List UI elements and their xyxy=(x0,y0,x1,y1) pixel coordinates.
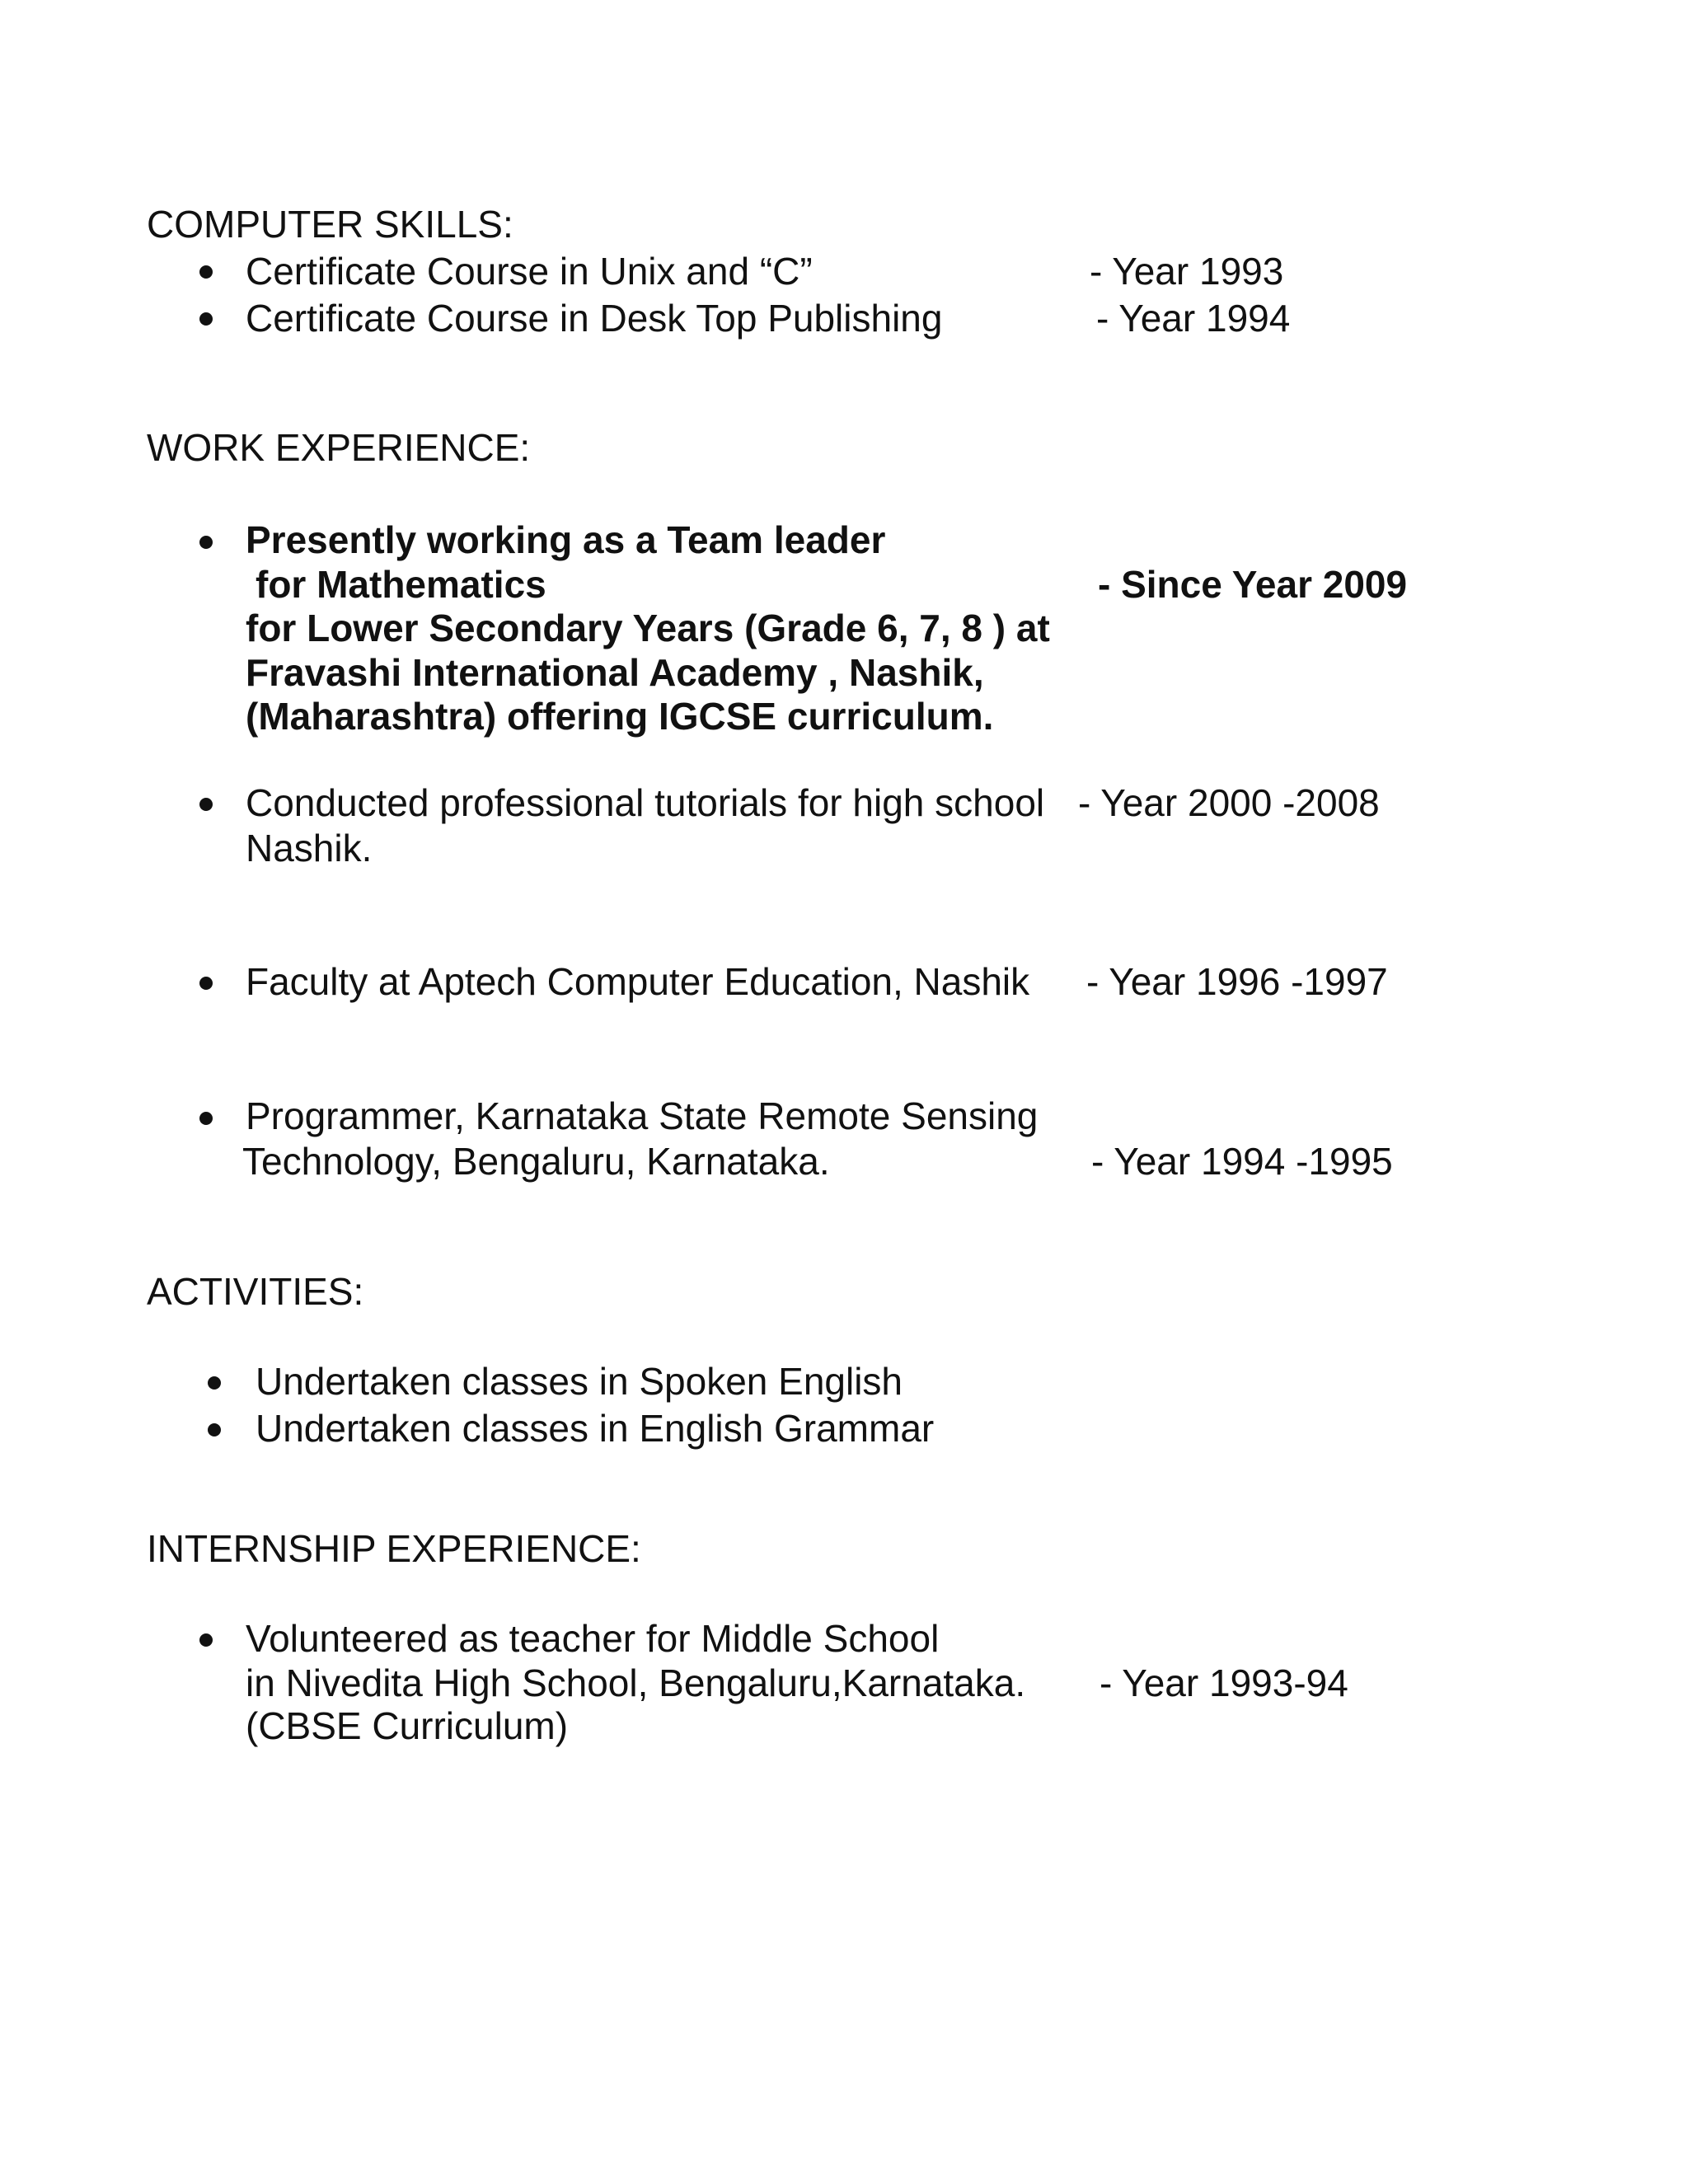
bullet-icon xyxy=(199,312,213,326)
work-item-1-line-3: for Lower Secondary Years (Grade 6, 7, 8 ) at xyxy=(246,607,1050,649)
work-item-3-year: - Year 1996 -1997 xyxy=(1086,960,1388,1003)
bullet-icon xyxy=(199,798,213,811)
internship-item-year: - Year 1993-94 xyxy=(1100,1661,1348,1704)
work-item-1-year: - Since Year 2009 xyxy=(1098,563,1408,606)
bullet-icon xyxy=(199,536,213,549)
computer-skill-item-2: Certificate Course in Desk Top Publishing xyxy=(246,297,943,340)
internship-item-line-1: Volunteered as teacher for Middle School xyxy=(246,1617,940,1660)
internship-item-line-2: in Nivedita High School, Bengaluru,Karnataka. xyxy=(246,1661,1026,1704)
work-item-4-line-2: Technology, Bengaluru, Karnataka. xyxy=(242,1140,830,1183)
work-item-4-line-1: Programmer, Karnataka State Remote Sensing xyxy=(246,1094,1039,1137)
work-item-1-line-1: Presently working as a Team leader xyxy=(246,518,886,561)
bullet-icon xyxy=(199,977,213,990)
computer-skill-item-1: Certificate Course in Unix and “C” xyxy=(246,250,813,293)
work-item-3-line-1: Faculty at Aptech Computer Education, Nashik xyxy=(246,960,1030,1003)
work-item-2-year: - Year 2000 -2008 xyxy=(1078,781,1380,824)
work-item-1-line-2: for Mathematics xyxy=(256,563,546,606)
internship-item-line-3: (CBSE Curriculum) xyxy=(246,1704,569,1747)
work-experience-heading: WORK EXPERIENCE: xyxy=(147,426,531,469)
work-item-4-year: - Year 1994 -1995 xyxy=(1091,1140,1393,1183)
work-item-1-line-5: (Maharashtra) offering IGCSE curriculum. xyxy=(246,695,994,738)
internship-heading: INTERNSHIP EXPERIENCE: xyxy=(147,1527,641,1570)
activity-item-2: Undertaken classes in English Grammar xyxy=(256,1407,935,1450)
bullet-icon xyxy=(199,1633,213,1647)
bullet-icon xyxy=(208,1423,221,1436)
computer-skill-year-1: - Year 1993 xyxy=(1090,250,1284,293)
activities-heading: ACTIVITIES: xyxy=(147,1270,364,1313)
bullet-icon xyxy=(199,265,213,279)
work-item-1-line-4: Fravashi International Academy , Nashik, xyxy=(246,651,984,694)
work-item-2-line-1: Conducted professional tutorials for high school xyxy=(246,781,1045,824)
work-item-2-line-2: Nashik. xyxy=(246,827,373,869)
bullet-icon xyxy=(208,1376,221,1390)
bullet-icon xyxy=(199,1112,213,1125)
computer-skills-heading: COMPUTER SKILLS: xyxy=(147,203,513,246)
activity-item-1: Undertaken classes in Spoken English xyxy=(256,1360,903,1403)
computer-skill-year-2: - Year 1994 xyxy=(1096,297,1291,340)
